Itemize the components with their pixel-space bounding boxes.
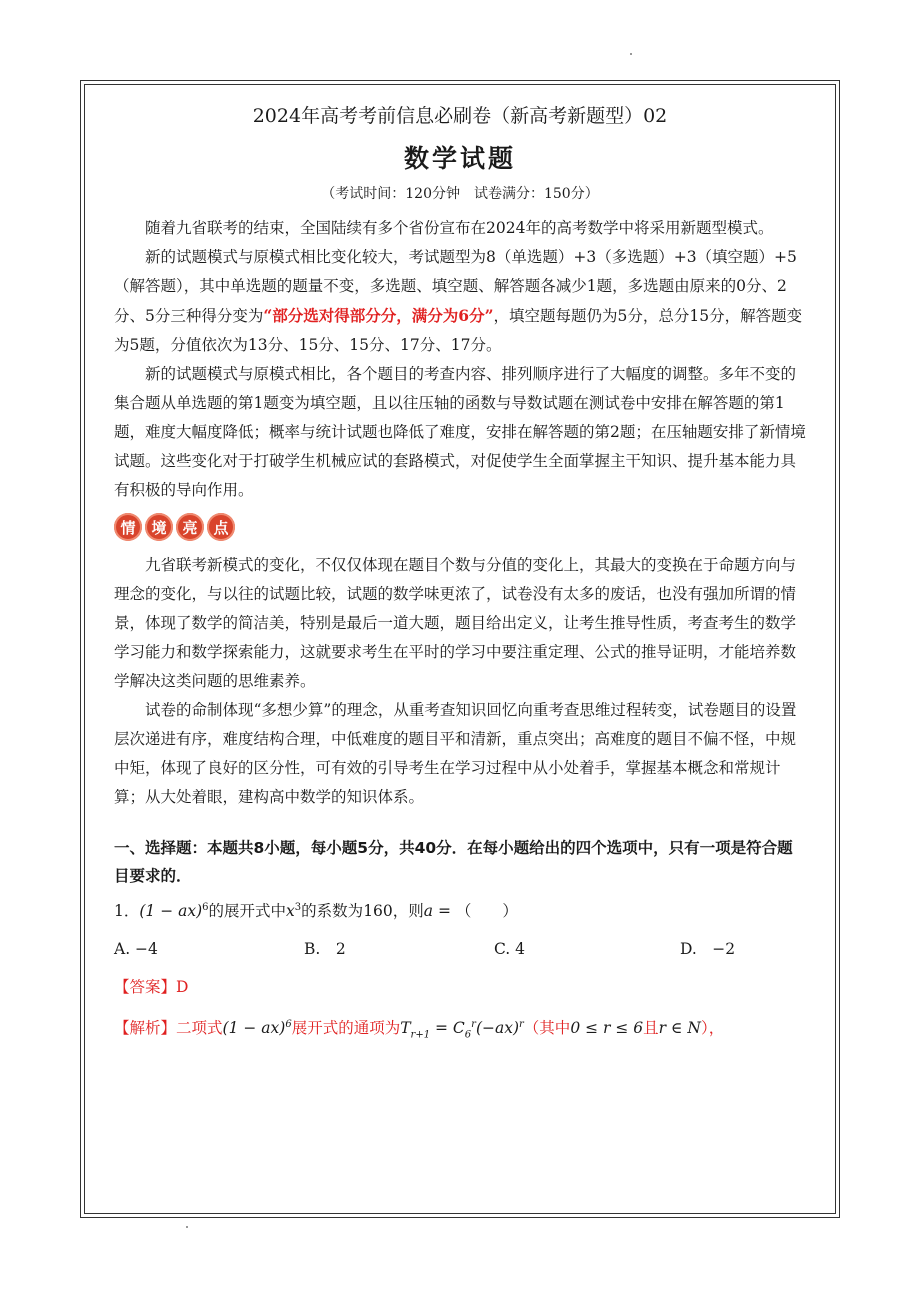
intro-p2-text: 新的试题模式与原模式相比变化较大，考试题型为8（单选题）+3（多选题）+3（填空题）+5（解答题），其中单选题的题量不变，多选题、填空题、解答题各减少1题，多选题由原来的0分、2分、5分三种得分变为	[114, 248, 797, 325]
question-expression: (1 − ax)	[139, 902, 203, 921]
analysis-combination-superscript: r	[471, 1019, 476, 1031]
option-a: A. −4	[114, 940, 158, 959]
intro-p2-text-end: ，填空题每题仍为5分，总分15分，解答题变为5题，分值依次为13分、15分、15分、17分、17分。	[114, 307, 803, 354]
analysis-formula-subscript: r+1	[410, 1029, 431, 1041]
section-heading: 一、选择题：本题共8小题，每小题5分，共40分．在每小题给出的四个选项中，只有一项是符合题目要求的．	[114, 839, 793, 885]
document-content	[114, 96, 806, 1049]
answer-label: 【答案】	[114, 978, 177, 997]
question-text: 的系数为	[301, 902, 364, 921]
scan-dot	[630, 53, 632, 55]
intro-paragraph-2	[114, 243, 806, 360]
question-text: = （ ）	[433, 902, 518, 921]
analysis-text: （其中	[523, 1019, 571, 1038]
badge-char: 点	[207, 513, 235, 541]
analysis-condition: 0 ≤ r ≤ 6	[570, 1019, 644, 1038]
analysis-text: 且	[643, 1019, 659, 1038]
question-exponent: 6	[202, 902, 209, 913]
analysis-formula-symbol: T	[400, 1019, 411, 1038]
analysis-term-exponent: r	[519, 1019, 524, 1031]
exam-info: （考试时间：120分钟 试卷满分：150分）	[321, 186, 599, 202]
analysis-text: ），	[700, 1019, 725, 1038]
analysis-text: 二项式	[176, 1019, 223, 1038]
subject-title: 数学试题	[403, 144, 516, 173]
highlights-paragraph-2: 试卷的命制体现“多想少算”的理念，从重考查知识回忆向重考查思维过程转变，试卷题目的设置层次递进有序，难度结构合理，中低难度的题目平和清新，重点突出；高难度的题目不偏不怪，中规中矩，体现了良好的区分性，可有效的引导考生在学习过程中从小处着手，掌握基本概念和常规计算；从大处着眼，建构高中数学的知识体系。	[114, 701, 797, 806]
highlights-badge	[114, 513, 235, 547]
scan-dot	[186, 1226, 188, 1228]
intro-p2-highlight: “部分选对得部分分，满分为6分”	[263, 306, 494, 325]
analysis-text: 展开式的通项为	[291, 1019, 401, 1038]
intro-paragraph-1: 随着九省联考的结束，全国陆续有多个省份宣布在2024年的高考数学中将采用新题型模式。	[145, 219, 774, 237]
analysis-term: (−ax)	[475, 1019, 520, 1038]
analysis-exponent: 6	[285, 1019, 292, 1031]
question-text: ，则	[392, 902, 424, 921]
question-variable-exponent: 3	[294, 902, 302, 913]
highlights-badge-row	[114, 513, 806, 547]
option-b: B. 2	[304, 940, 346, 959]
question-1	[114, 894, 806, 925]
option-d: D. −2	[680, 940, 736, 959]
question-1-answer	[114, 973, 806, 1001]
question-variable: x	[286, 902, 295, 921]
answer-value: D	[176, 978, 189, 997]
question-text: 的展开式中	[208, 902, 287, 921]
option-c: C. 4	[494, 940, 526, 959]
exam-title: 2024年高考考前信息必刷卷（新高考新题型）02	[252, 105, 668, 127]
intro-paragraph-3: 新的试题模式与原模式相比，各个题目的考查内容、排列顺序进行了大幅度的调整。多年不变的集合题从单选题的第1题变为填空题，且以往压轴的函数与导数试题在测试卷中安排在解答题的第1题，难度大幅度降低；概率与统计试题也降低了难度，安排在解答题的第2题；在压轴题安排了新情境试题。这些变化对于打破学生机械应试的套路模式，对促使学生全面掌握主干知识、提升基本能力具有积极的导向作用。	[114, 365, 806, 499]
analysis-condition: r ∈ N	[658, 1019, 701, 1038]
question-1-options	[114, 935, 806, 963]
question-1-analysis	[114, 1011, 806, 1049]
badge-char: 亮	[176, 513, 204, 541]
question-value: 160	[363, 902, 393, 921]
badge-char: 境	[145, 513, 173, 541]
analysis-expression: (1 − ax)	[222, 1019, 286, 1038]
analysis-label: 【解析】	[114, 1019, 177, 1038]
badge-char: 情	[114, 513, 142, 541]
question-number: 1．	[114, 902, 140, 921]
analysis-combination-subscript: 6	[464, 1029, 472, 1041]
analysis-formula: = C	[430, 1019, 465, 1038]
highlights-paragraph-1: 九省联考新模式的变化，不仅仅体现在题目个数与分值的变化上，其最大的变换在于命题方向与理念的变化，与以往的试题比较，试题的数学味更浓了，试卷没有太多的废话，也没有强加所谓的情景，体现了数学的简洁美，特别是最后一道大题，题目给出定义，让考生推导性质，考查考生的数学学习能力和数学探索能力，这就要求考生在平时的学习中要注重定理、公式的推导证明，才能培养数学解决这类问题的思维素养。	[114, 556, 797, 690]
question-unknown: a	[423, 902, 434, 921]
